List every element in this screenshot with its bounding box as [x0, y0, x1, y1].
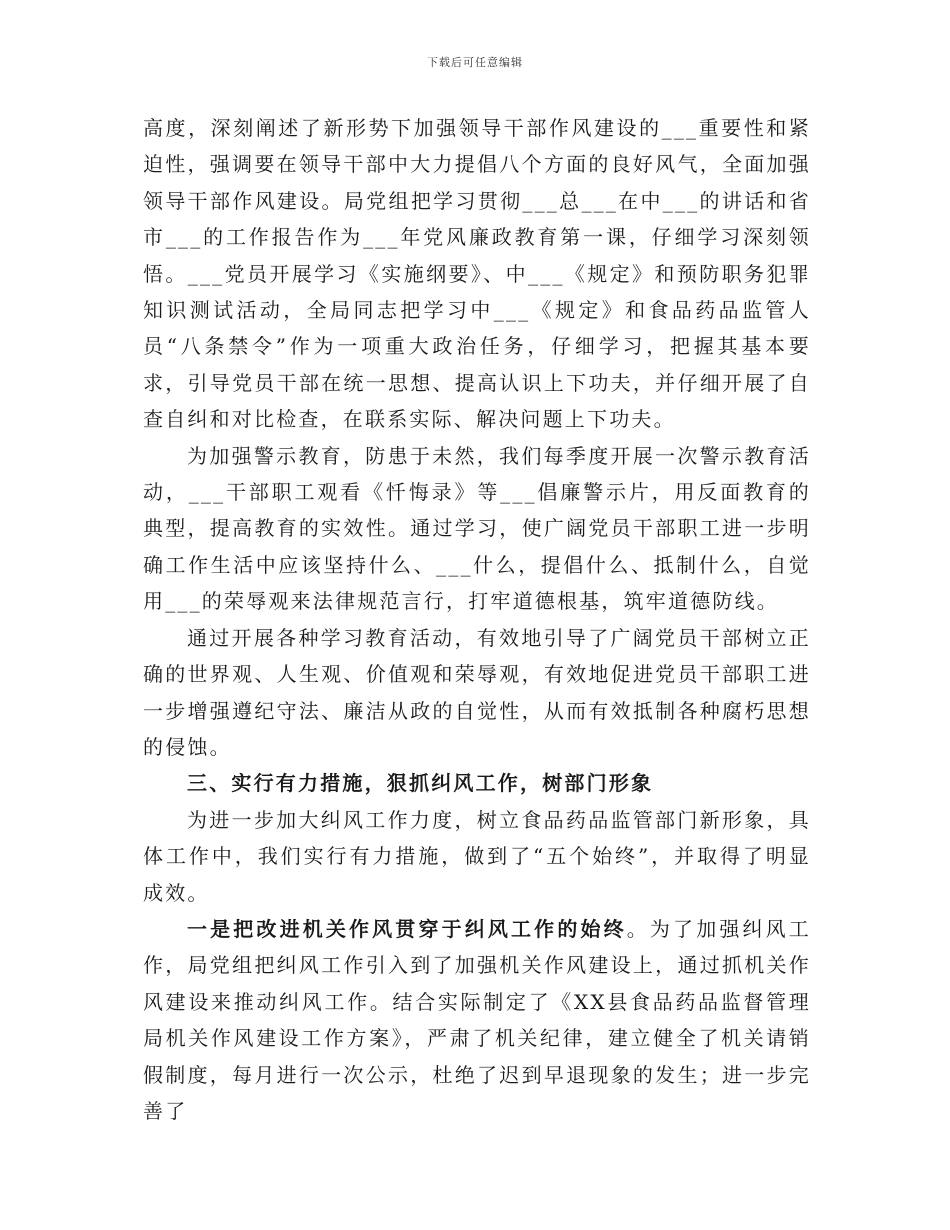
paragraph-3: 通过开展各种学习教育活动，有效地引导了广阔党员干部树立正确的世界观、人生观、价值观和荣辱观，有效地促进党员干部职工进一步增强遵纪守法、廉洁从政的自觉性，从而有效抵制各种腐朽思想的侵蚀。	[143, 625, 811, 759]
page-header-note: 下载后可任意编辑	[427, 56, 523, 69]
paragraph-5-text: 。为了加强纠风工作，局党组把纠风工作引入到了加强机关作风建设上，通过抓机关作风建设来推动纠风工作。结合实际制定了《XX县食品药品监督管理局机关作风建设工作方案》，严肃了机关纪律，建立健全了机关请销假制度，每月进行一次公示，杜绝了迟到早退现象的发生；进一步完善了	[143, 916, 811, 1123]
paragraph-4: 为进一步加大纠风工作力度，树立食品药品监管部门新形象，具体工作中，我们实行有力措施，做到了“五个始终”，并取得了明显成效。	[143, 807, 811, 905]
paragraph-1: 高度，深刻阐述了新形势下加强领导干部作风建设的___重要性和紧迫性，强调要在领导干部中大力提倡八个方面的良好风气，全面加强领导干部作风建设。局党组把学习贯彻___总___在中___的讲话和省市___的工作报告作为___年党风廉政教育第一课，仔细学习深刻领悟。___党员开展学习《实施纲要》、中___《规定》和预防职务犯罪知识测试活动，全局同志把学习中___《规定》和食品药品监管人员“八条禁令”作为一项重大政治任务，仔细学习，把握其基本要求，引导党员干部在统一思想、提高认识上下功夫，并仔细开展了自查自纠和对比检查，在联系实际、解决问题上下功夫。	[143, 116, 811, 432]
paragraph-5	[143, 911, 811, 1129]
paragraph-5-lead: 一是把改进机关作风贯穿于纠风工作的始终	[187, 916, 627, 941]
section-heading-3: 三、实行有力措施，狠抓纠风工作，树部门形象	[187, 771, 654, 796]
paragraph-2: 为加强警示教育，防患于未然，我们每季度开展一次警示教育活动，___干部职工观看《忏悔录》等___倡廉警示片，用反面教育的典型，提高教育的实效性。通过学习，使广阔党员干部职工进一步明确工作生活中应该坚持什么、___什么，提倡什么、抵制什么，自觉用___的荣辱观来法律规范言行，打牢道德根基，筑牢道德防线。	[143, 443, 811, 614]
document-body	[143, 110, 811, 1129]
